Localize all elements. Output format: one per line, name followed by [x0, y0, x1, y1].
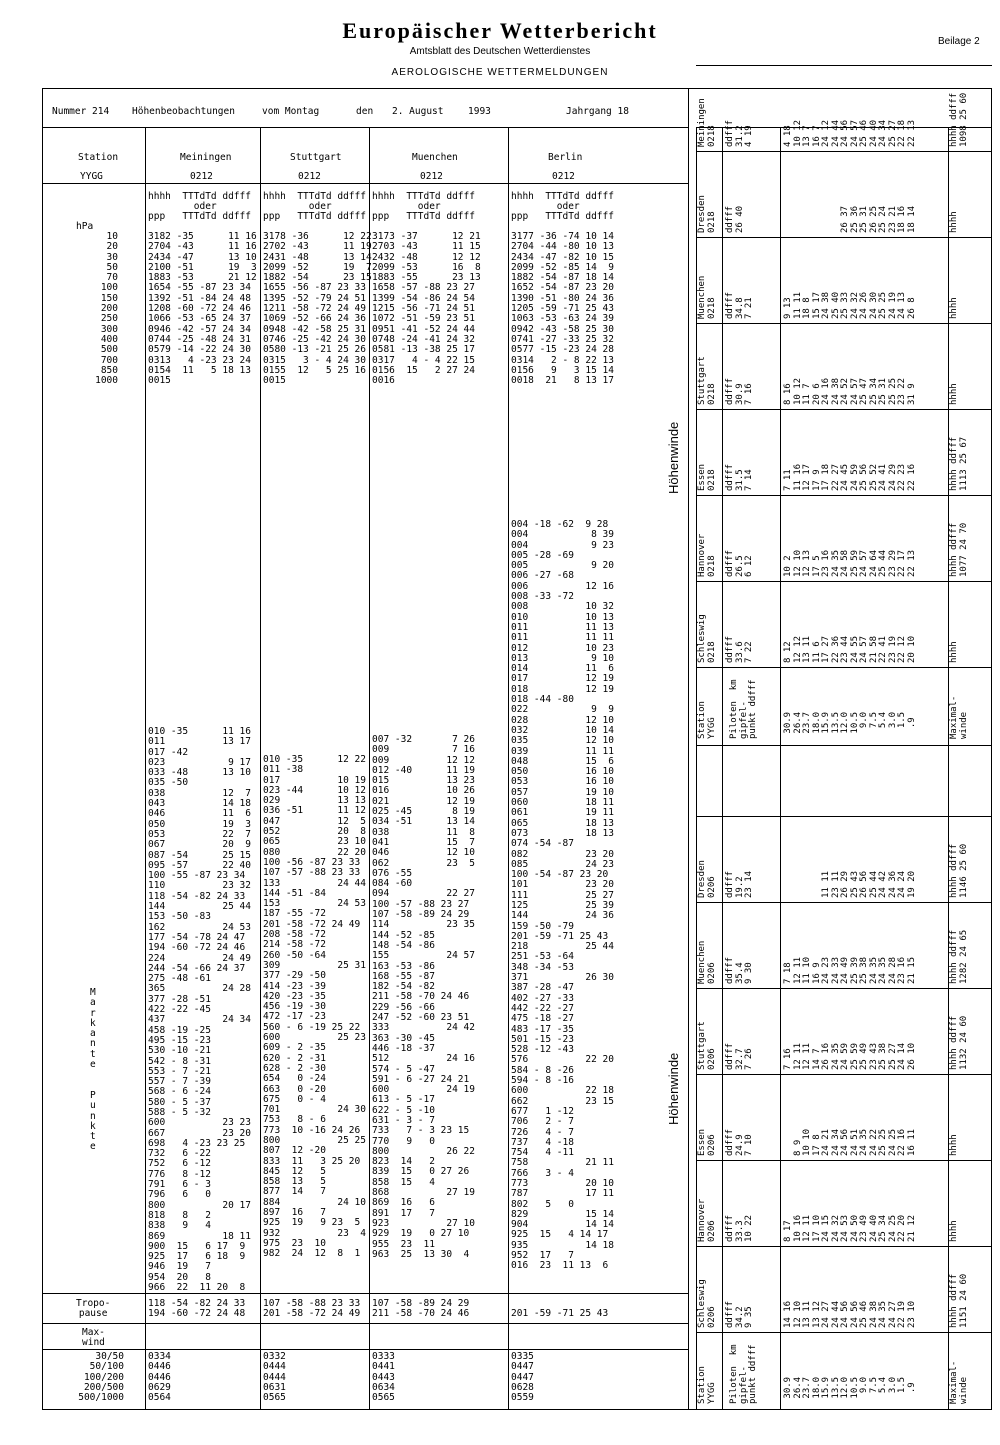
- altitude-km-list: 30.9 26.4 23.7 18.0 15.9 13.5 12.0 10.5 9.0 7.5 5.4 3.0 1.5 .9: [783, 1376, 917, 1399]
- station-time: 0212: [420, 171, 443, 182]
- column-head: ppp TTTdTd ddfff: [148, 211, 251, 222]
- tropopause-data: 118 -54 -82 24 33 194 -60 -72 24 48: [148, 1298, 246, 1320]
- wind-station-head: Muenchen 0206: [697, 940, 717, 984]
- column-head: oder: [372, 201, 441, 212]
- wind-station-top: ddfff 31.2 4 19: [725, 119, 754, 147]
- winds-title: Höhenwinde: [666, 1052, 681, 1125]
- column-head: hhhh TTTdTd ddfff: [263, 191, 366, 202]
- column-head: hhhh TTTdTd ddfff: [372, 191, 475, 202]
- maxwind-label: Max- wind: [82, 1327, 105, 1349]
- column-line: [260, 127, 261, 1410]
- wind-station-head: Muenchen 0218: [697, 275, 717, 319]
- divider: [42, 183, 689, 184]
- divider: [780, 127, 781, 745]
- significant-points-data: 004 -18 -62 9 28 004 8 39 004 9 23 005 -28 -69 005 9 20 006 -27 -68 006 12 16 008 -33 -72 008 10 32 010 10 13 011 11 13 011 11 11 012 10 23 013 9 10 014 11 6 017 12 19 018 12 19 018 -44 -80 022 9 9 028 12 10 032 10 14 035 12 10 039 11 11 048 15 6 050 16 10 053 16 10 057 19 10 060 18 11 061 19 11 065 18 13 073 18 13 074 -54 -87 082 23 20 085 24 23 100 -54 -87 23 20 101 23 20 111 25 27 125 25 39 144 24 36 159 -50 -79 201 -59 -71 25 43 218 25 44 251 -53 -64 348 -34 -53 371 26 30 387 -28 -47 402 -27 -33 442 -22 -27 475 -18 -27 483 -17 -35 501 -15 -23 528 -12 -43 576 22 20 584 - 8 -26 594 - 8 -16 600 22 18 662 23 15 677 1 -12 706 2 - 7 726 4 - 7 737 4 -18 754 4 -11 758 21 11 766 3 - 4 773 20 10 787 17 11 802 5 0 829 15 14 904 14 14 925 15 4 14 17 935 14 18 952 17 7 016 23 11 13 6: [511, 519, 614, 1272]
- wind-station-head: Hannover 0218: [697, 533, 717, 577]
- piloten-label: Piloten km gipfel- punkt ddfff: [729, 679, 758, 739]
- divider: [42, 1323, 689, 1324]
- maxwind-data: 0332 0444 0444 0631 0565: [263, 1351, 286, 1404]
- wind-station-top: ddfff 26.5 6 12: [725, 549, 754, 577]
- significant-points-data: 010 -35 12 22 011 -38 017 10 19 023 -44 10 12 029 13 13 036 -51 11 12 047 12 5 052 20 8 065 23 10 080 22 20 100 -56 -87 23 33 107 -57 -88 23 33 133 24 44 144 -51 -84 153 24 53 187 -55 -72 201 -58 -72 24 49 208 -58 -72 214 -58 -72 260 -50 -64 309 25 31 377 -29 -50 414 -23 -39 420 -23 -35 456 -19 -30 472 -17 -23 560 - 6 -19 25 22 600 25 23 609 - 2 -35 620 - 2 -31 628 - 2 -30 654 0 -24 663 0 -20 675 0 - 4 701 24 30 753 8 - 6 773 10 -16 24 26 800 25 25 807 12 -20 833 11 3 25 20 845 12 5 858 13 5 877 14 7 884 24 10 897 16 7 925 19 9 23 5 932 23 4 975 23 10 982 24 12 8 1: [263, 754, 366, 1260]
- divider: [722, 127, 723, 745]
- wind-max: hhhh: [949, 641, 959, 663]
- hpa-label: hPa: [76, 221, 94, 232]
- divider: [42, 1293, 689, 1294]
- den-label: den: [356, 106, 374, 117]
- divider: [948, 745, 949, 1410]
- wind-station-top: ddfff 32.7 7 26: [725, 1042, 754, 1070]
- tropopause-data: 107 -58 -89 24 29 211 -58 -70 24 46: [372, 1298, 470, 1320]
- wind-values: 11 11 23 11 26 29 25 43 26 56 25 44 24 42 24 36 24 24 19 20: [821, 870, 917, 898]
- column-head: hhhh TTTdTd ddfff: [148, 191, 251, 202]
- significant-points-data: 007 -32 7 26 009 7 16 009 12 12 012 -40 11 19 015 13 23 016 10 26 021 12 19 025 -45 8 19 034 -51 13 14 038 11 8 041 15 7 046 12 10 062 23 5 076 -55 084 -60 094 22 27 100 -57 -88 23 27 107 -58 -89 24 29 114 23 35 144 -52 -85 148 -54 -86 155 24 57 163 -53 -86 168 -55 -87 182 -54 -82 211 -58 -70 24 46 229 -56 -66 247 -52 -60 23 51 333 24 42 363 -30 -45 446 -18 -37 512 24 16 574 - 5 -47 591 - 6 -27 24 21 600 24 19 613 - 5 -17 622 - 5 -10 631 - 3 - 7 733 7 - 3 23 15 770 9 0 800 26 22 823 14 2 839 15 0 27 26 858 15 4 868 27 19 869 16 6 891 17 7 923 27 10 929 19 0 27 10 955 23 11 963 25 13 30 4: [372, 734, 475, 1260]
- column-line: [145, 127, 146, 1410]
- tropopause-label: Tropo- pause: [76, 1298, 111, 1320]
- wind-max: hhhh ddfff 1113 25 67: [949, 436, 969, 491]
- supplement-label: Beilage 2: [938, 36, 980, 47]
- maxwind-data: 0334 0446 0446 0629 0564: [148, 1351, 171, 1404]
- station-column-label: Station YYGG: [697, 1366, 717, 1404]
- divider: [696, 65, 992, 66]
- piloten-label: Piloten km gipfel- punkt ddfff: [729, 1344, 758, 1404]
- wind-station-head: Dresden 0206: [697, 860, 717, 898]
- wind-values: 8 9 10 10 17 8 24 21 24 34 24 56 24 51 24 35 24 22 25 25 24 25 22 16 16 11: [792, 1128, 917, 1156]
- wind-station-top: ddfff 31.5 7 14: [725, 463, 754, 491]
- station-name: Meiningen: [180, 152, 232, 163]
- maxwinds-label: Maximal- winde: [949, 695, 969, 739]
- wind-values: 7 18 12 11 11 10 16 9 24 23 24 33 24 49 25 39 25 38 24 35 24 35 24 28 23 16 21 15: [783, 956, 917, 984]
- issue-number: Nummer 214: [52, 106, 110, 117]
- wind-station-top: ddfff 35.4 9 30: [725, 956, 754, 984]
- standard-level-data: 3173 -37 12 21 2703 -43 11 15 2432 -48 12 12 2099 -53 16 8 1883 -55 23 13 1658 -57 -88 23 27 1399 -54 -86 24 54 1215 -56 -71 24 51 1072 -51 -59 23 51 0951 -41 -52 24 44 0748 -24 -41 24 32 0581 -13 -38 25 17 0317 4 - 4 22 15 0156 15 2 27 24 0016: [372, 231, 481, 387]
- page-title: Europäischer Wetterbericht: [342, 18, 658, 43]
- wind-station-head: Essen 0218: [697, 463, 717, 491]
- maxwinds-label: Maximal- winde: [949, 1360, 969, 1404]
- standard-level-data: 3178 -36 12 22 2702 -43 11 19 2431 -48 13 14 2099 -52 19 7 1882 -54 23 15 1655 -56 -87 23 33 1395 -52 -79 24 51 1211 -58 -72 24 49 1069 -52 -66 24 36 0948 -42 -58 25 31 0746 -25 -42 24 30 0580 -13 -21 25 26 0315 3 - 4 24 30 0155 12 5 25 16 0015: [263, 231, 372, 387]
- wind-max: hhhh ddfff 1077 24 70: [949, 522, 969, 577]
- wind-values: 26 37 25 36 25 31 26 25 25 24 23 21 18 16 18 14: [840, 205, 917, 233]
- observation-type: Höhenbeobachtungen: [132, 106, 235, 117]
- station-time: 0212: [298, 171, 321, 182]
- station-time: 0212: [190, 171, 213, 182]
- column-head: ppp TTTdTd ddfff: [263, 211, 366, 222]
- pressure-levels: 10 20 30 50 70 100 150 200 250 300 400 500 700 850 1000: [95, 231, 118, 387]
- wind-station-head: Schleswig 0218: [697, 614, 717, 663]
- station-name: Berlin: [548, 152, 583, 163]
- standard-level-data: 3182 -35 11 16 2704 -43 11 16 2434 -47 13 10 2100 -51 19 3 1883 -53 21 12 1654 -55 -87 23 34 1392 -51 -84 24 48 1208 -60 -72 24 46 1066 -53 -65 24 37 0946 -42 -57 24 34 0744 -25 -48 24 31 0579 -14 -22 24 30 0313 4 -23 23 24 0154 11 5 18 13 0015: [148, 231, 257, 387]
- wind-max: hhhh: [949, 1220, 959, 1242]
- station-label: Station: [78, 152, 119, 163]
- column-head: oder: [263, 201, 332, 212]
- significant-points-label: M a r k a n t e P u n k t e: [90, 987, 96, 1153]
- wind-station-top: ddfff 26 40: [725, 205, 745, 233]
- wind-station-top: ddfff 33.6 7 22: [725, 635, 754, 663]
- wind-values: 7 11 11 16 12 17 17 9 17 18 22 27 24 45 24 59 25 56 25 52 24 41 24 29 22 23 22 16: [783, 463, 917, 491]
- weekday: vom Montag: [262, 106, 320, 117]
- wind-station-top: ddfff 19.2 23 14: [725, 870, 754, 898]
- column-head: ppp TTTdTd ddfff: [511, 211, 614, 222]
- wind-max: hhhh ddfff 1132 24 60: [949, 1015, 969, 1070]
- tropopause-data: 201 -59 -71 25 43: [511, 1308, 609, 1320]
- wind-values: 8 17 10 16 12 11 17 10 24 15 24 32 24 53 24 50 23 49 24 40 25 34 24 25 22 20 21 12: [783, 1214, 917, 1242]
- section-heading: AEROLOGISCHE WETTERMELDUNGEN: [391, 67, 609, 78]
- maxwind-levels: 30/50 50/100 100/200 200/500 500/1000: [78, 1351, 124, 1404]
- column-head: oder: [148, 201, 217, 212]
- station-column-label: Station YYGG: [697, 701, 717, 739]
- wind-max: hhhh ddfff 1151 24 60: [949, 1273, 969, 1328]
- wind-values: 8 12 12 12 13 11 11 6 17 27 22 36 23 44 24 55 24 57 21 58 22 41 23 19 22 12 20 10: [783, 635, 917, 663]
- wind-station-head: Meiningen 0218: [697, 98, 717, 147]
- wind-max: hhhh: [949, 1134, 959, 1156]
- wind-station-top: ddfff 30.9 7 16: [725, 377, 754, 405]
- wind-max: hhhh: [949, 383, 959, 405]
- wind-max: hhhh ddfff 1098 25 60: [949, 92, 969, 147]
- winds-title: Höhenwinde: [666, 421, 681, 494]
- divider: [780, 745, 781, 1410]
- wind-station-head: Hannover 0206: [697, 1198, 717, 1242]
- yygg-label: YYGG: [80, 171, 103, 182]
- wind-station-top: ddfff 34.8 7 21: [725, 291, 754, 319]
- standard-level-data: 3177 -36 -74 10 14 2704 -44 -80 10 13 2434 -47 -82 10 15 2099 -52 -85 14 9 1882 -54 -87 18 14 1652 -54 -87 23 20 1390 -51 -80 24 36 1205 -59 -71 25 43 1063 -53 -63 24 39 0942 -43 -58 25 30 0741 -27 -33 25 32 0577 -15 -23 24 28 0314 2 - 8 22 13 0156 9 3 15 14 0018 21 8 13 17: [511, 231, 614, 387]
- wind-values: 10 2 12 10 12 13 17 5 23 16 24 35 24 58 25 59 24 57 24 64 25 44 23 29 22 17 22 13: [783, 549, 917, 577]
- wind-max: hhhh: [949, 211, 959, 233]
- wind-values: 7 16 12 11 12 11 14 7 26 16 24 35 24 59 25 59 25 49 23 43 25 38 25 27 24 14 26 10: [783, 1042, 917, 1070]
- wind-max: hhhh: [949, 297, 959, 319]
- wind-values: 4 18 10 12 13 7 16 7 24 12 24 44 24 56 24 57 25 46 24 40 24 34 25 27 22 18 22 13: [783, 119, 917, 147]
- divider: [42, 1349, 689, 1350]
- column-head: hhhh TTTdTd ddfff: [511, 191, 614, 202]
- wind-values: 14 16 12 10 13 11 13 12 24 27 24 44 24 56 24 56 25 46 24 38 24 35 24 27 22 19 23 10: [783, 1300, 917, 1328]
- wind-station-head: Dresden 0218: [697, 195, 717, 233]
- wind-station-head: Essen 0206: [697, 1128, 717, 1156]
- wind-max: hhhh ddfff 1146 25 60: [949, 843, 969, 898]
- wind-max: hhhh ddfff 1282 24 65: [949, 929, 969, 984]
- column-line: [508, 127, 509, 1410]
- divider: [42, 127, 689, 128]
- altitude-km-list: 30.9 26.4 23.7 18.0 15.9 13.5 12.0 10.5 9.0 7.5 5.4 3.0 1.5 .9: [783, 711, 917, 734]
- divider: [722, 745, 723, 1410]
- report-date: 2. August: [392, 106, 444, 117]
- divider: [948, 127, 949, 745]
- wind-station-head: Stuttgart 0206: [697, 1021, 717, 1070]
- station-name: Muenchen: [412, 152, 458, 163]
- station-time: 0212: [552, 171, 575, 182]
- page-subtitle: Amtsblatt des Deutschen Wetterdienstes: [409, 46, 591, 57]
- column-head: ppp TTTdTd ddfff: [372, 211, 475, 222]
- wind-station-top: ddfff 34.2 9 35: [725, 1300, 754, 1328]
- maxwind-data: 0335 0447 0447 0628 0559: [511, 1351, 534, 1404]
- wind-station-top: ddfff 24.9 7 10: [725, 1128, 754, 1156]
- wind-station-head: Stuttgart 0218: [697, 356, 717, 405]
- column-head: oder: [511, 201, 580, 212]
- significant-points-data: 010 -35 11 16 011 13 17 017 -42 023 9 17 033 -48 13 10 035 -50 038 12 7 043 14 18 046 11 6 050 19 3 053 22 7 067 20 9 087 -54 25 15 095 -57 22 40 100 -55 -87 23 34 110 23 32 118 -54 -82 24 33 144 25 44 153 -50 -83 162 24 53 177 -54 -78 24 47 194 -60 -72 24 46 224 24 49 244 -54 -66 24 37 275 -48 -61 365 24 28 377 -28 -51 422 -22 -45 437 24 34 458 -19 -25 495 -15 -23 530 -10 -21 542 - 8 -31 553 - 7 -21 557 - 7 -39 568 - 6 -24 580 - 5 -37 588 - 5 -32 600 23 23 667 23 20 698 4 -23 23 25 732 6 -22 752 6 -12 776 8 -12 791 6 - 3 796 6 0 800 20 17 818 8 2 838 9 4 869 18 11 900 15 6 17 9 925 17 6 18 9 946 19 7 954 20 8 966 22 11 20 8: [148, 726, 251, 1294]
- station-name: Stuttgart: [290, 152, 342, 163]
- maxwind-data: 0333 0441 0443 0634 0565: [372, 1351, 395, 1404]
- wind-values: 8 16 10 12 11 7 20 6 24 16 24 38 24 52 24 57 25 47 25 34 25 31 25 25 23 22 31 9: [783, 377, 917, 405]
- tropopause-data: 107 -58 -88 23 33 201 -58 -72 24 49: [263, 1298, 361, 1320]
- wind-station-top: ddfff 33.3 10 22: [725, 1214, 754, 1242]
- wind-values: 9 13 11 11 18 8 15 17 24 38 25 40 25 33 24 32 24 26 24 30 25 25 24 19 24 13 26 8: [783, 291, 917, 319]
- volume-label: Jahrgang 18: [566, 106, 629, 117]
- report-year: 1993: [468, 106, 491, 117]
- wind-station-head: Schleswig 0206: [697, 1279, 717, 1328]
